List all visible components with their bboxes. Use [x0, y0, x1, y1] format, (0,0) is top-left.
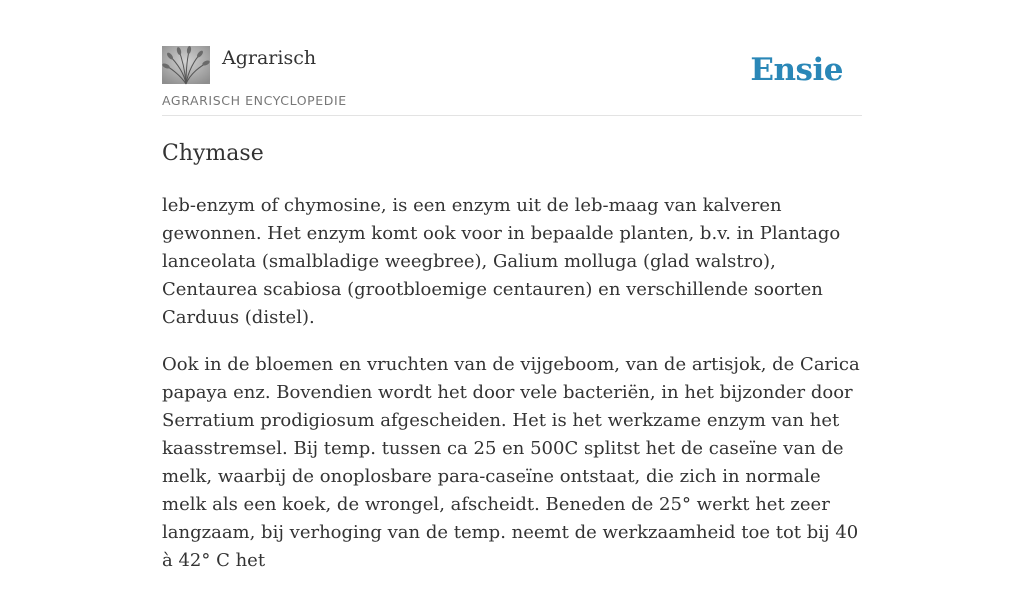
- source-name[interactable]: Agrarisch: [222, 47, 317, 69]
- source-subtitle: AGRARISCH ENCYCLOPEDIE: [162, 93, 347, 108]
- article-body: [162, 192, 862, 594]
- site-header: [162, 0, 862, 116]
- article-paragraph: leb-enzym of chymosine, is een enzym uit de leb-maag van kalveren gewonnen. Het enzym komt ook voor in bepaalde planten, b.v. in Plantago lanceolata (smalbladige weegbree), Galium molluga (glad walstro), Centaurea scabiosa (grootbloemige centauren) en verschillende soorten Carduus (distel).: [162, 195, 841, 328]
- page-title: Chymase: [162, 141, 264, 166]
- brand-logo[interactable]: Ensie: [750, 52, 843, 88]
- article-paragraph: Ook in de bloemen en vruchten van de vijgeboom, van de artisjok, de Carica papaya enz. Bovendien wordt het door vele bacteriën, in het bijzonder door Serratium prodigiosum afgescheiden. Het is het werkzame enzym van het kaasstremsel. Bij temp. tussen ca 25 en 500C splitst het de caseïne van de melk, waarbij de onoplosbare para-caseïne ontstaat, die zich in normale melk als een koek, de wrongel, afscheidt. Beneden de 25° werkt het zeer langzaam, bij verhoging van de temp. neemt de werkzaamheid toe tot bij 40 à 42° C het: [162, 354, 860, 571]
- wheat-logo-icon[interactable]: [162, 46, 210, 84]
